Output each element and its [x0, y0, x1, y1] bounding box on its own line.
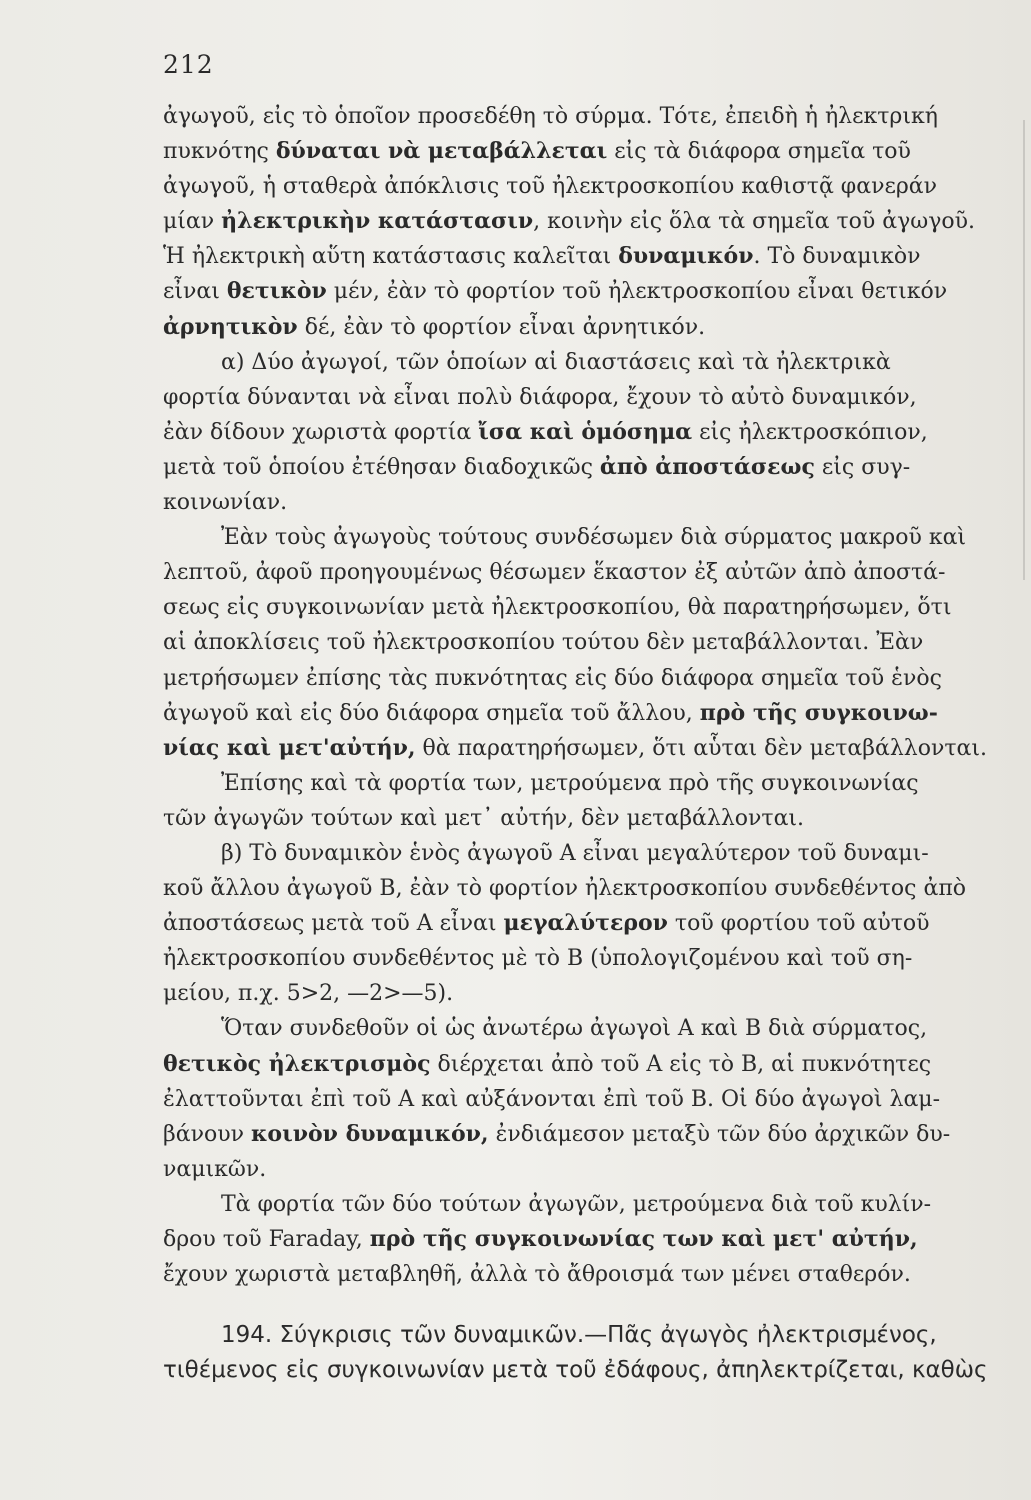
- bold-phrase: θετικὸν: [226, 278, 327, 305]
- text-run: ἐλαττοῦνται ἐπὶ τοῦ Α καὶ αὐξάνονται ἐπὶ τοῦ Β. Οἱ δύο ἀγωγοὶ λαμ-: [163, 1086, 941, 1112]
- text-line: [163, 696, 1013, 731]
- text-line: [163, 1257, 1013, 1292]
- text-line: [163, 485, 1013, 520]
- text-run: φορτία δύνανται νὰ εἶναι πολὺ διάφορα, ἔχουν τὸ αὐτὸ δυναμικόν,: [163, 384, 917, 410]
- text-run: λεπτοῦ, ἀφοῦ προηγουμένως θέσωμεν ἕκαστον ἐξ αὐτῶν ἀπὸ ἀποστά-: [163, 560, 946, 586]
- text-run: ἔχουν χωριστὰ μεταβληθῆ, ἀλλὰ τὸ ἄθροισμά των μένει σταθερόν.: [163, 1262, 911, 1288]
- bold-phrase: πρὸ τῆς συγκοινωνίας των καὶ μετ' αὐτήν,: [369, 1226, 918, 1252]
- text-line: [163, 380, 1013, 415]
- text-line: [163, 239, 1013, 274]
- text-run: ἀγωγοῦ, ἡ σταθερὰ ἀπόκλισις τοῦ ἠλεκτροσκοπίου καθιστᾷ φανεράν: [163, 174, 938, 200]
- text-run: ἠλεκτροσκοπίου συνδεθέντος μὲ τὸ Β (ὑπολογιζομένου καὶ τοῦ ση-: [163, 946, 913, 972]
- bold-phrase: ἀρνητικὸν: [163, 313, 298, 340]
- text-line: [163, 1117, 1013, 1152]
- text-run: εἰς τὰ διάφορα σημεῖα τοῦ: [607, 139, 911, 165]
- text-run: μέν, ἐὰν τὸ φορτίον τοῦ ἠλεκτροσκοπίου εἶναι θετικόν: [326, 279, 948, 305]
- body-text: [163, 99, 1013, 1388]
- bold-phrase: ἀπὸ ἀποστάσεως: [599, 453, 815, 480]
- text-line: [163, 941, 1013, 976]
- text-line: [163, 1187, 1013, 1222]
- text-run: Ὅταν συνδεθοῦν οἱ ὡς ἀνωτέρω ἀγωγοὶ Α καὶ Β διὰ σύρματος,: [221, 1016, 928, 1042]
- text-run: εἶναι: [163, 279, 227, 305]
- text-line: [163, 625, 1013, 660]
- text-run: ἀγωγοῦ καὶ εἰς δύο διάφορα σημεῖα τοῦ ἄλλου,: [163, 700, 700, 726]
- text-run: σεως εἰς συγκοινωνίαν μετὰ ἠλεκτροσκοπίου, θὰ παρατηρήσωμεν, ὅτι: [163, 595, 952, 621]
- text-run: μετὰ τοῦ ὁποίου ἐτέθησαν διαδοχικῶς: [163, 454, 600, 480]
- text-run: μετρήσωμεν ἐπίσης τὰς πυκνότητας εἰς δύο διάφορα σημεῖα τοῦ ἑνὸς: [163, 665, 942, 691]
- bold-phrase: μεγαλύτερον: [503, 910, 668, 937]
- bold-phrase: νίας καὶ μετ'αὐτήν,: [163, 734, 416, 761]
- text-run: ἐὰν δίδουν χωριστὰ φορτία: [163, 419, 479, 445]
- text-line: [163, 731, 1013, 766]
- text-line: [163, 310, 1013, 345]
- paragraph: [163, 520, 1013, 766]
- text-line: [163, 871, 1013, 906]
- text-line: [163, 1318, 1013, 1353]
- text-line: [163, 1353, 1013, 1388]
- paragraph: [163, 836, 1013, 1011]
- text-run: κοῦ ἄλλου ἀγωγοῦ Β, ἐὰν τὸ φορτίον ἠλεκτροσκοπίου συνδεθέντος ἀπὸ: [163, 876, 967, 902]
- page-number: 212: [163, 50, 214, 79]
- text-line: [163, 415, 1013, 450]
- text-run: τιθέμενος εἰς συγκοινωνίαν μετὰ τοῦ ἐδάφους, ἀπηλεκτρίζεται, καθὼς: [163, 1357, 988, 1384]
- bold-phrase: ἠλεκτρικὴν κατάστασιν: [221, 208, 534, 235]
- paragraph: [163, 99, 1013, 345]
- text-run: δρου τοῦ Faraday,: [163, 1227, 370, 1252]
- text-line: [163, 169, 1013, 204]
- text-line: [163, 590, 1013, 625]
- bold-phrase: δυναμικόν: [618, 243, 754, 270]
- bold-phrase: πρὸ τῆς συγκοινω-: [699, 699, 938, 726]
- text-run: τῶν ἀγωγῶν τούτων καὶ μετ᾽ αὐτήν, δὲν μεταβάλλονται.: [163, 805, 805, 831]
- text-run: , κοινὴν εἰς ὅλα τὰ σημεῖα τοῦ ἀγωγοῦ.: [533, 209, 975, 235]
- text-line: [163, 836, 1013, 871]
- text-run: μείου, π.χ. 5>2, —2>—5).: [163, 981, 454, 1007]
- text-run: α) Δύο ἀγωγοί, τῶν ὁποίων αἱ διαστάσεις καὶ τὰ ἠλεκτρικὰ: [221, 349, 891, 375]
- text-line: [163, 1082, 1013, 1117]
- text-run: ἀποστάσεως μετὰ τοῦ Α εἶναι: [163, 911, 504, 937]
- text-run: εἰς συγ-: [814, 454, 911, 480]
- text-line: [163, 801, 1013, 836]
- paragraph: [163, 345, 1013, 520]
- section-heading-paragraph: [163, 1318, 1013, 1388]
- text-run: τοῦ φορτίου τοῦ αὐτοῦ: [667, 911, 930, 937]
- text-run: δέ, ἐὰν τὸ φορτίον εἶναι ἀρνητικόν.: [297, 314, 706, 340]
- text-line: [163, 1222, 1013, 1257]
- text-run: εἰς ἠλεκτροσκόπιον,: [692, 419, 928, 445]
- text-line: [163, 1047, 1013, 1082]
- text-run: θὰ παρατηρήσωμεν, ὅτι αὗται δὲν μεταβάλλονται.: [415, 735, 988, 761]
- text-line: [163, 204, 1013, 239]
- text-run: αἱ ἀποκλίσεις τοῦ ἠλεκτροσκοπίου τούτου δὲν μεταβάλλονται. Ἐὰν: [163, 630, 924, 656]
- page-edge-shadow: [1023, 120, 1025, 580]
- text-line: [163, 1011, 1013, 1046]
- paragraph: [163, 766, 1013, 836]
- paragraph: [163, 1187, 1013, 1292]
- paragraph: [163, 1011, 1013, 1186]
- text-line: [163, 555, 1013, 590]
- text-run: β) Τὸ δυναμικὸν ἑνὸς ἀγωγοῦ Α εἶναι μεγαλύτερον τοῦ δυναμι-: [221, 840, 929, 866]
- text-line: [163, 134, 1013, 169]
- bold-phrase: κοινὸν δυναμικόν,: [250, 1120, 489, 1147]
- bold-phrase: θετικὸς ἠλεκτρισμὸς: [163, 1050, 431, 1077]
- text-run: ναμικῶν.: [163, 1156, 267, 1182]
- text-run: Ἡ ἠλεκτρικὴ αὕτη κατάστασις καλεῖται: [163, 244, 619, 270]
- text-run: Ἐπίσης καὶ τὰ φορτία των, μετρούμενα πρὸ τῆς συγκοινωνίας: [221, 770, 919, 796]
- text-run: ἐνδιάμεσον μεταξὺ τῶν δύο ἀρχικῶν δυ-: [488, 1121, 951, 1147]
- text-run: βάνουν: [163, 1121, 251, 1147]
- text-run: Τὰ φορτία τῶν δύο τούτων ἀγωγῶν, μετρούμενα διὰ τοῦ κυλίν-: [221, 1191, 932, 1217]
- text-run: πυκνότης: [163, 139, 276, 165]
- text-line: [163, 661, 1013, 696]
- bold-phrase: δύναται νὰ μεταβάλλεται: [275, 138, 608, 165]
- text-run: διέρχεται ἀπὸ τοῦ Α εἰς τὸ Β, αἱ πυκνότητες: [430, 1051, 932, 1077]
- text-line: [163, 1152, 1013, 1187]
- bold-phrase: ἴσα καὶ ὁμόσημα: [478, 418, 693, 445]
- text-line: [163, 274, 1013, 309]
- text-run: Ἐὰν τοὺς ἀγωγοὺς τούτους συνδέσωμεν διὰ σύρματος μακροῦ καὶ: [221, 525, 967, 551]
- text-run: 194. Σύγκρισις τῶν δυναμικῶν.—Πᾶς ἀγωγὸς ἠλεκτρισμένος,: [221, 1322, 937, 1349]
- text-run: . Τὸ δυναμικὸν: [753, 244, 921, 270]
- text-line: [163, 345, 1013, 380]
- text-line: [163, 520, 1013, 555]
- text-line: [163, 976, 1013, 1011]
- text-line: [163, 99, 1013, 134]
- text-line: [163, 766, 1013, 801]
- text-run: κοινωνίαν.: [163, 490, 288, 516]
- text-line: [163, 450, 1013, 485]
- text-run: ἀγωγοῦ, εἰς τὸ ὁποῖον προσεδέθη τὸ σύρμα. Τότε, ἐπειδὴ ἡ ἠλεκτρική: [163, 104, 938, 129]
- text-line: [163, 906, 1013, 941]
- text-run: μίαν: [163, 209, 222, 235]
